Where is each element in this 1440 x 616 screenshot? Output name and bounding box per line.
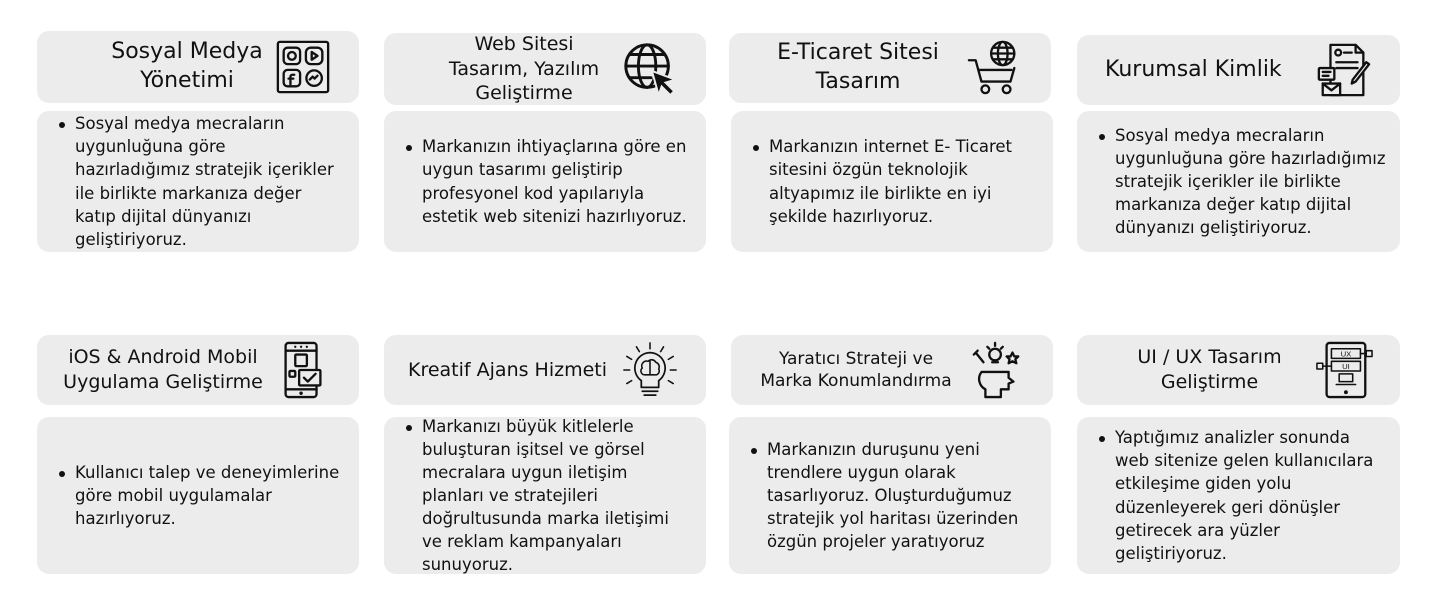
ui-label: UI: [1342, 362, 1350, 372]
card-header-ecommerce: [729, 33, 1051, 103]
globe-cursor-icon: [620, 39, 680, 99]
ui-ux-tablet-icon: [1314, 340, 1374, 400]
creative-head-icon: [967, 340, 1027, 400]
description-text: Sosyal medya mecraların uygunluğuna göre hazırladığımız stratejik içerikler ile birlikte markanıza değer katıp dijital dünyanızı geliştiriyoruz.: [1115, 124, 1386, 239]
lightbulb-brain-icon: [620, 340, 680, 400]
card-description-creative-strategy: [729, 417, 1051, 574]
description-text: Markanızın ihtiyaçlarına göre en uygun tasarımı geliştirip profesyonel kod yapılarıyla estetik web sitenizi hazırlıyoruz.: [422, 135, 692, 227]
card-header-social-media: [37, 31, 359, 103]
card-title: iOS & Android Mobil Uygulama Geliştirme: [63, 346, 263, 393]
card-header-creative-agency: [384, 335, 706, 405]
card-description-corporate-identity: [1077, 111, 1400, 252]
description-text: Markanızın duruşunu yeni trendlere uygun olarak tasarlıyoruz. Oluşturduğumuz stratejik yol haritası üzerinden özgün projeler yaratıyoruz: [767, 438, 1037, 553]
card-header-corporate-identity: [1077, 35, 1400, 105]
social-media-icon: [273, 37, 333, 97]
description-text: Markanızın internet E- Ticaret sitesini özgün teknolojik altyapımız ile birlikte en iyi şekilde hazırlıyoruz.: [769, 135, 1039, 227]
description-text: Sosyal medya mecraların uygunluğuna göre hazırladığımız stratejik içerikler ile birlikte markanıza değer katıp dijital dünyanızı geliştiriyoruz.: [75, 112, 345, 251]
card-description-creative-agency: [384, 417, 706, 574]
card-header-creative-strategy: [731, 335, 1053, 405]
card-title: UI / UX Tasarım Geliştirme: [1137, 346, 1282, 393]
card-description-web-design: [384, 111, 706, 252]
description-text: Markanızı büyük kitlelerle buluşturan işitsel ve görsel mecralara uygun iletişim planları ve stratejileri doğrultusunda marka iletişimi ve reklam kampanyaları sunuyoruz.: [422, 415, 692, 577]
ux-label: UX: [1340, 349, 1352, 359]
card-description-mobile-app: [37, 417, 359, 574]
card-header-ui-ux: [1077, 335, 1400, 405]
card-title: E-Ticaret Sitesi Tasarım: [777, 40, 939, 94]
description-text: Yaptığımız analizler sonunda web sitenize gelen kullanıcılara etkileşime giden yolu düzenleyerek geri dönüşler getirecek ara yüzler geliştiriyoruz.: [1115, 426, 1386, 565]
card-title: Web Sitesi Tasarım, Yazılım Geliştirme: [448, 32, 600, 105]
card-title: Sosyal Medya Yönetimi: [111, 39, 263, 93]
card-description-ui-ux: [1077, 417, 1400, 574]
description-text: Kullanıcı talep ve deneyimlerine göre mobil uygulamalar hazırlıyoruz.: [75, 461, 345, 530]
shopping-cart-globe-icon: [965, 38, 1025, 98]
card-description-ecommerce: [731, 111, 1053, 252]
card-header-web-design: [384, 33, 706, 105]
mobile-app-icon: [273, 340, 333, 400]
corporate-identity-icon: [1314, 40, 1374, 100]
card-description-social-media: [37, 111, 359, 252]
card-title: Kurumsal Kimlik: [1105, 56, 1282, 82]
card-title: Yaratıcı Strateji ve Marka Konumlandırma: [760, 348, 952, 391]
card-title: Kreatif Ajans Hizmeti: [408, 358, 608, 381]
card-header-mobile-app: [37, 335, 359, 405]
